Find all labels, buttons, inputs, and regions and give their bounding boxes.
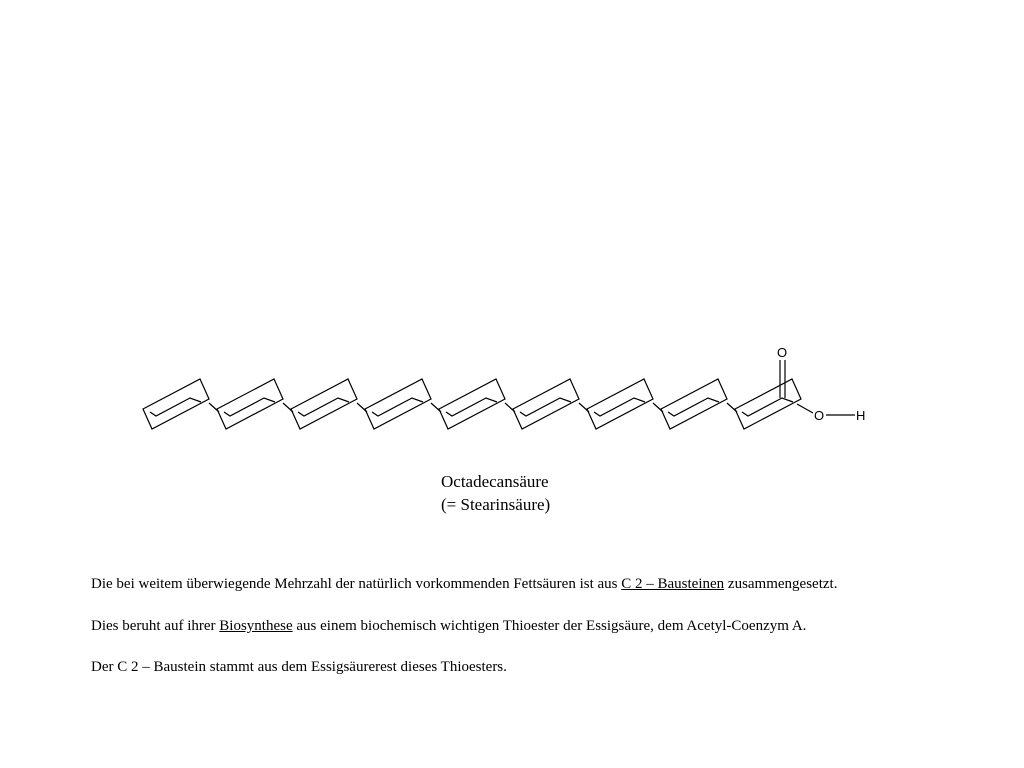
paragraph-2-text-before: Dies beruht auf ihrer [91,618,220,634]
c2-unit [661,379,737,429]
c2-unit [587,379,663,429]
c2-unit-frame [735,379,801,429]
paragraph-3 [91,659,507,676]
c2-unit-frame [513,379,579,429]
molecule-synonym: (= Stearinsäure) [441,495,551,514]
c2-unit-frame [587,379,653,429]
c2-unit [513,379,589,429]
paragraph-3-text: Der C 2 – Baustein stammt aus dem Essigsäurerest dieses Thioesters. [91,659,507,675]
c2-bausteine-link[interactable]: C 2 – Bausteinen [621,576,725,592]
c2-unit [365,379,441,429]
carboxyl-group [780,360,855,415]
c2-unit-frame [291,379,357,429]
hydroxyl-oxygen-label: O [814,408,825,423]
carbonyl-oxygen-label: O [777,345,788,360]
paragraph-1 [91,576,837,593]
c2-unit-frame [439,379,505,429]
paragraph-1-text-before: Die bei weitem überwiegende Mehrzahl der natürlich vorkommenden Fettsäuren ist aus [91,576,622,592]
c2-unit-frame [661,379,727,429]
c2-unit-frame [365,379,431,429]
c2-unit [217,379,293,429]
molecule-name: Octadecansäure [441,472,549,491]
c2-unit [143,379,219,429]
paragraph-2 [91,618,806,635]
c2-unit-frame [143,379,209,429]
c2-chain [143,379,801,429]
paragraph-2-text-after: aus einem biochemisch wichtigen Thioester der Essigsäure, dem Acetyl-Coenzym A. [292,618,807,634]
c2-unit [439,379,515,429]
molecule-caption [441,470,550,516]
c2-unit [735,379,801,429]
paragraph-1-text-after: zusammengesetzt. [724,576,838,592]
c2-unit-frame [217,379,283,429]
c-o-single-bond [797,404,813,413]
biosynthese-link[interactable]: Biosynthese [219,618,293,634]
c2-unit [291,379,367,429]
hydrogen-label: H [856,408,866,423]
